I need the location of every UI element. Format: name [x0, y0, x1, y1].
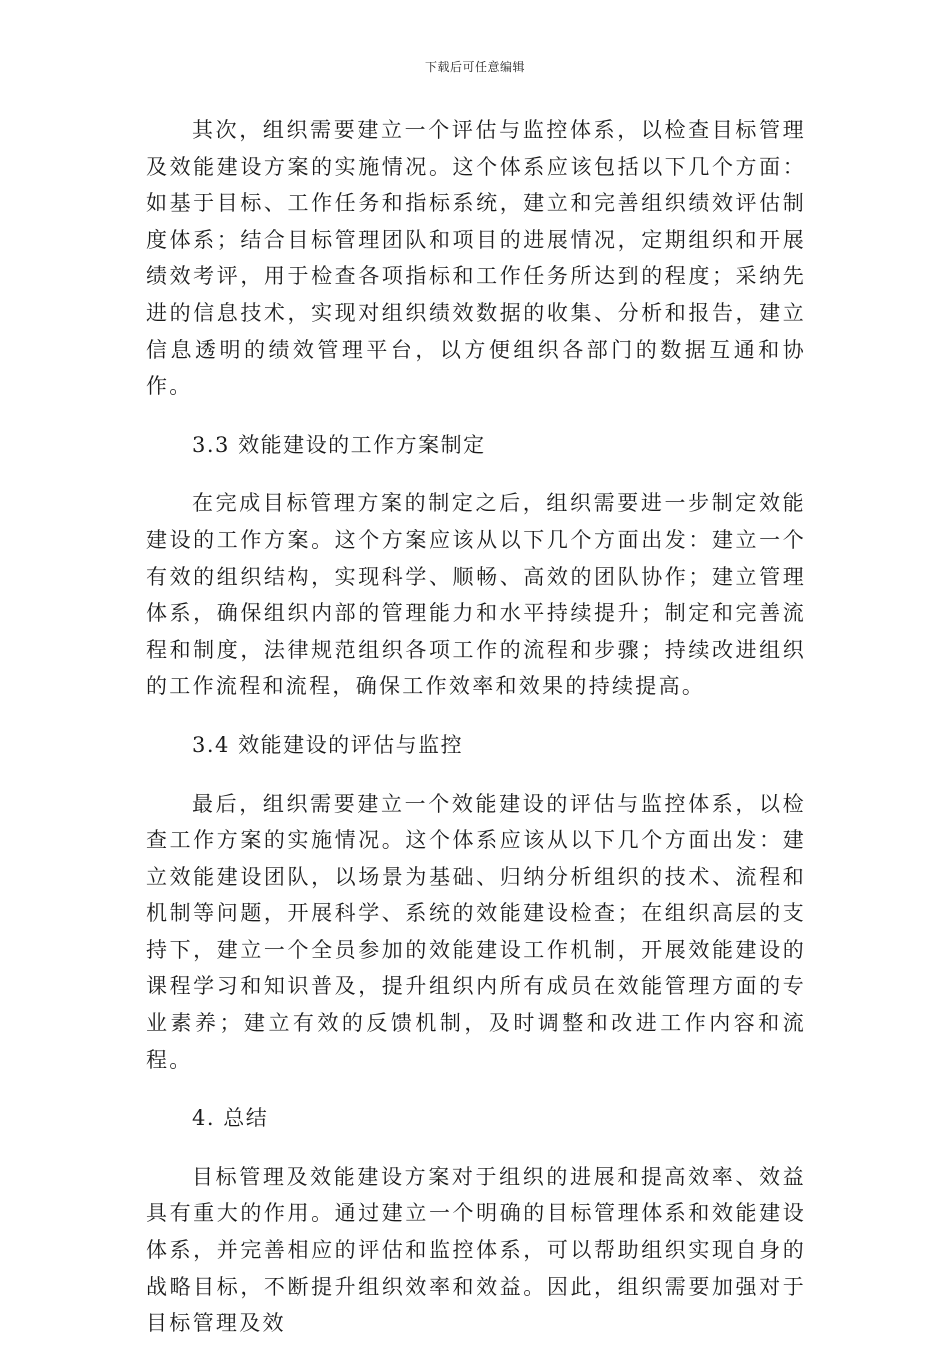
section-heading-4: 4. 总结 [192, 1106, 269, 1131]
paragraph-evaluation-monitoring: 最后，组织需要建立一个效能建设的评估与监控体系，以检查工作方案的实施情况。这个体系应该从以下几个方面出发：建立效能建设团队，以场景为基础、归纳分析组织的技术、流程和机制等问题，开展科学、系统的效能建设检查；在组织高层的支持下，建立一个全员参加的效能建设工作机制，开展效能建设的课程学习和知识普及，提升组织内所有成员在效能管理方面的专业素养；建立有效的反馈机制，及时调整和改进工作内容和流程。 [146, 791, 806, 1072]
paragraph-evaluation-system: 其次，组织需要建立一个评估与监控体系，以检查目标管理及效能建设方案的实施情况。这个体系应该包括以下几个方面：如基于目标、工作任务和指标系统，建立和完善组织绩效评估制度体系；结合目标管理团队和项目的进展情况，定期组织和开展绩效考评，用于检查各项指标和工作任务所达到的程度；采纳先进的信息技术，实现对组织绩效数据的收集、分析和报告，建立信息透明的绩效管理平台，以方便组织各部门的数据互通和协作。 [146, 118, 806, 399]
section-heading-3-4: 3.4 效能建设的评估与监控 [192, 732, 464, 757]
paragraph-summary: 目标管理及效能建设方案对于组织的进展和提高效率、效益具有重大的作用。通过建立一个明确的目标管理体系和效能建设体系，并完善相应的评估和监控体系，可以帮助组织实现自身的战略目标，不断提升组织效率和效益。因此，组织需要加强对于目标管理及效 [146, 1164, 806, 1336]
paragraph-work-plan: 在完成目标管理方案的制定之后，组织需要进一步制定效能建设的工作方案。这个方案应该从以下几个方面出发：建立一个有效的组织结构，实现科学、顺畅、高效的团队协作；建立管理体系，确保组织内部的管理能力和水平持续提升；制定和完善流程和制度，法律规范组织各项工作的流程和步骤；持续改进组织的工作流程和流程，确保工作效率和效果的持续提高。 [146, 491, 806, 699]
document-body [146, 112, 806, 1364]
section-heading-3-3: 3.3 效能建设的工作方案制定 [192, 432, 486, 457]
header-note: 下载后可任意编辑 [424, 60, 525, 74]
